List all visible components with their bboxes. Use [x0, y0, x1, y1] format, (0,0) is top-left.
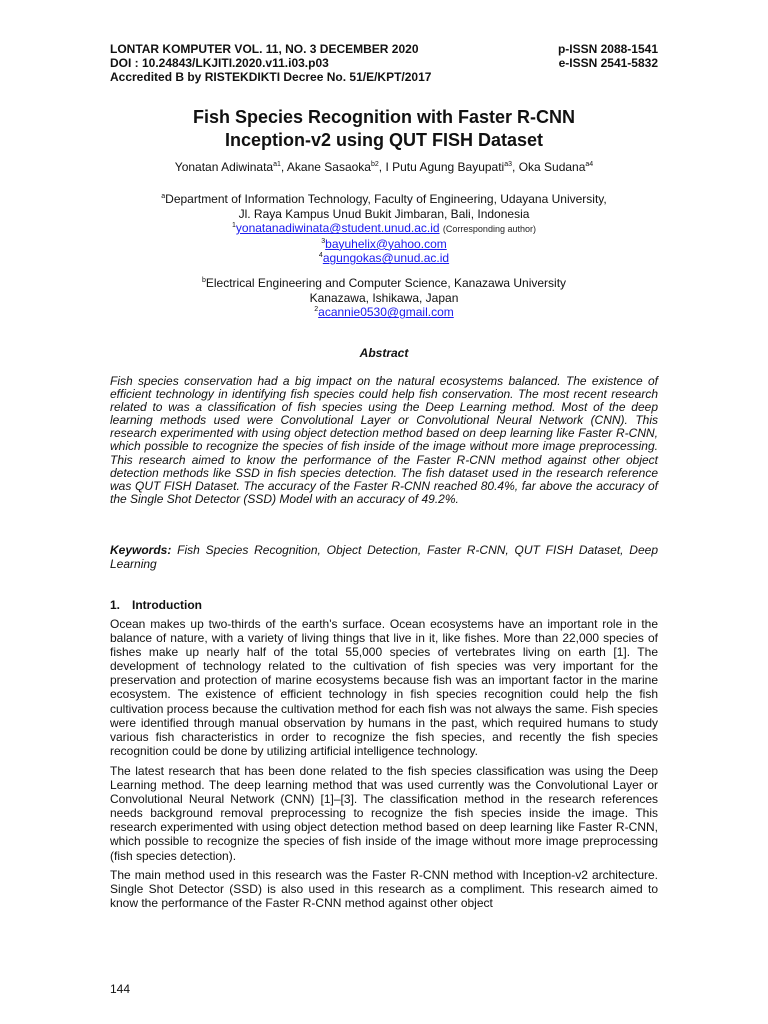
- affiliation-address: Kanazawa, Ishikawa, Japan: [309, 290, 459, 305]
- email-link[interactable]: bayuhelix@yahoo.com: [325, 236, 447, 251]
- keywords-text: Fish Species Recognition, Object Detection, Faster R-CNN, QUT FISH Dataset, Deep Learning: [110, 543, 658, 571]
- author-sup: a4: [585, 161, 594, 168]
- email-link[interactable]: yonatanadiwinata@student.unud.ac.id: [235, 221, 440, 236]
- doi: DOI : 10.24843/LKJITI.2020.v11.i03.p03: [110, 56, 329, 70]
- p-issn: p-ISSN 2088-1541: [557, 42, 658, 56]
- author-sup: a3: [504, 161, 513, 168]
- page-number: 144: [110, 982, 131, 996]
- intro-paragraph-1: Ocean makes up two-thirds of the earth's surface. Ocean ecosystems have an important role in the balance of nature, with a variety of living things that live in it, like fishes. More than 22,000 species of fishes make up nearly half of the total 55,000 species of vertebrates living on earth [1]. The development of technology related to the cultivation of fish species was very important for the preservation and protection of marine ecosystems because fish was an important factor in the marine ecosystem. The existence of efficient technology in fish species recognition could help the fish cultivation process because the cultivation method for each fish was not always the same. Fish species were identified through manual observation by humans in the past, which required humans to study various fish characteristics in order to recognize the fish species, and recently the fish species recognition could be done by utilizing artificial intelligence technology.: [110, 617, 658, 758]
- author-name: Akane Sasaoka: [286, 160, 371, 174]
- keywords: [110, 543, 658, 571]
- author-sup: a1: [273, 161, 281, 168]
- author-sep: ,: [378, 160, 386, 174]
- abstract-heading: Abstract: [359, 346, 409, 360]
- corresponding-note: (Corresponding author): [442, 224, 536, 235]
- email-link[interactable]: acannie0530@gmail.com: [318, 305, 454, 320]
- affiliation-a: [110, 192, 658, 266]
- email-sup: 4: [318, 252, 323, 260]
- accreditation: Accredited B by RISTEKDIKTI Decree No. 51/E/KPT/2017: [110, 70, 432, 84]
- e-issn: e-ISSN 2541-5832: [558, 56, 658, 70]
- affiliation-sup: a: [161, 193, 166, 200]
- title-line-1: Fish Species Recognition with Faster R-CNN: [192, 107, 576, 127]
- paper-title: [110, 106, 658, 152]
- affiliation-sup: b: [201, 277, 206, 284]
- section-number: 1.: [110, 598, 121, 612]
- affiliation-line: Department of Information Technology, Faculty of Engineering, Udayana University,: [165, 192, 607, 206]
- email-sup: 3: [321, 237, 326, 245]
- journal-name: LONTAR KOMPUTER VOL. 11, NO. 3 DECEMBER 2020: [110, 42, 419, 56]
- author-sep: ,: [512, 160, 519, 174]
- author-name: Yonatan Adiwinata: [174, 160, 274, 174]
- author-sup: b2: [370, 161, 379, 168]
- email-sup: 2: [314, 306, 319, 314]
- affiliation-address: Jl. Raya Kampus Unud Bukit Jimbaran, Bali, Indonesia: [238, 206, 530, 221]
- email-link[interactable]: agungokas@unud.ac.id: [322, 251, 450, 266]
- author-sep: ,: [280, 160, 287, 174]
- author-name: Oka Sudana: [518, 160, 586, 174]
- section-title: Introduction: [132, 598, 202, 612]
- email-sup: 1: [232, 222, 236, 230]
- author-name: I Putu Agung Bayupati: [385, 160, 505, 174]
- author-list: [110, 160, 658, 175]
- intro-paragraph-2: The latest research that has been done related to the fish species classification was using the Deep Learning method. The deep learning method that was used currently was the Convolutional Layer or Convolutional Neural Network (CNN) [1]–[3]. The classification method in the research references needs background removal preprocessing to recognize the fish species inside the image. This research experimented with using object detection method based on deep learning like Faster R-CNN, which possible to recognize the species of fish inside of the image without more image preprocessing (fish species detection).: [110, 764, 658, 863]
- keywords-label: Keywords:: [110, 543, 172, 557]
- section-heading: [110, 598, 202, 612]
- intro-paragraph-3: The main method used in this research was the Faster R-CNN method with Inception-v2 architecture. Single Shot Detector (SSD) is also used in this research as a compliment. This research aimed to know the performance of the Faster R-CNN method against other object: [110, 868, 658, 911]
- journal-header: [110, 42, 658, 84]
- title-line-2: Inception-v2 using QUT FISH Dataset: [224, 130, 544, 150]
- abstract-text: Fish species conservation had a big impact on the natural ecosystems balanced. The existence of efficient technology in identifying fish species could help fish conservation. The most recent research related to was a classification of fish species using the Deep Learning method. Most of the deep learning methods used were Convolutional Layer or Convolutional Neural Network (CNN). This research experimented with using object detection method based on deep learning like Faster R-CNN, which possible to recognize the species of fish inside of the image without more image preprocessing. This research aimed to know the performance of the Faster R-CNN method against other object detection methods like SSD in fish species detection. The fish dataset used in the research reference was QUT FISH Dataset. The accuracy of the Faster R-CNN reached 80.4%, far above the accuracy of the Single Shot Detector (SSD) Model with an accuracy of 49.2%.: [110, 374, 658, 506]
- affiliation-line: Electrical Engineering and Computer Science, Kanazawa University: [205, 276, 567, 290]
- affiliation-b: [110, 276, 658, 320]
